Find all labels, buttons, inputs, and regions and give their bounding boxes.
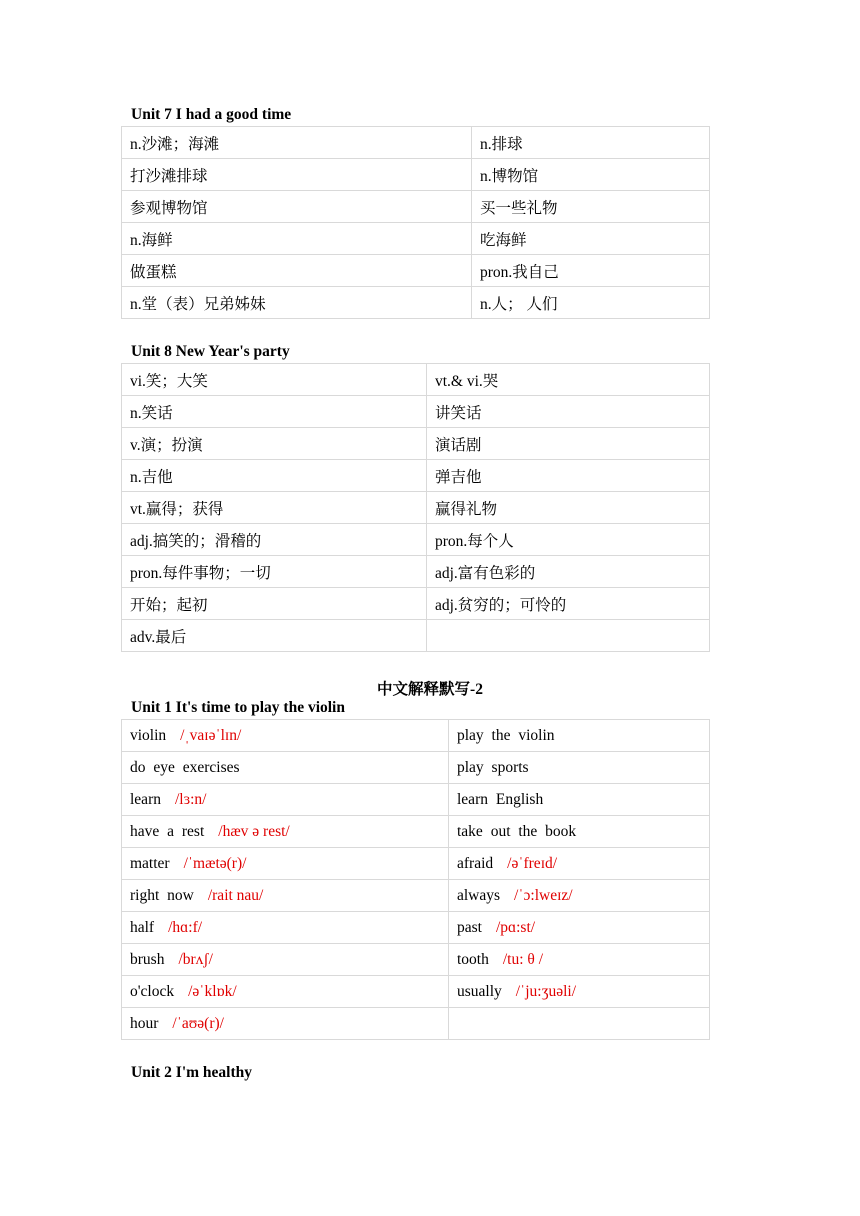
- table-row: [122, 460, 710, 492]
- vocab-word: brush: [130, 950, 165, 968]
- table-cell: 开始；起初: [122, 588, 427, 620]
- table-cell: [449, 880, 710, 912]
- table-row: [122, 752, 710, 784]
- table-cell: n.堂（表）兄弟姊妹: [122, 287, 472, 319]
- table-cell: [122, 720, 449, 752]
- table-cell: 演话剧: [427, 428, 710, 460]
- vocab-word: do eye exercises: [130, 758, 240, 776]
- table-cell: [449, 752, 710, 784]
- vocab-word: o'clock: [130, 982, 175, 1000]
- phonetic-transcription: /hɑ:f/: [168, 918, 203, 936]
- table-cell: [122, 912, 449, 944]
- vocab-word: play the violin: [457, 726, 555, 744]
- table-row: [122, 848, 710, 880]
- vocab-word: violin: [130, 726, 167, 744]
- table-cell: 买一些礼物: [472, 191, 710, 223]
- table-cell: [122, 1008, 449, 1040]
- phonetic-transcription: /ˈmætə(r)/: [183, 854, 247, 872]
- table-cell: 讲笑话: [427, 396, 710, 428]
- vocab-word: half: [130, 918, 155, 936]
- table-row: [122, 428, 710, 460]
- vocab-word: play sports: [457, 758, 529, 776]
- table-row: [122, 396, 710, 428]
- table-cell: [449, 912, 710, 944]
- phonetic-transcription: /tu: θ /: [502, 950, 544, 968]
- table-cell: n.博物馆: [472, 159, 710, 191]
- table-cell: [449, 976, 710, 1008]
- table-cell: [122, 784, 449, 816]
- table-cell: adj.贫穷的；可怜的: [427, 588, 710, 620]
- table-row: [122, 255, 710, 287]
- table-cell: [122, 752, 449, 784]
- table-row: [122, 556, 710, 588]
- table-row: [122, 912, 710, 944]
- vocab-word: matter: [130, 854, 170, 872]
- table-cell: vt.& vi.哭: [427, 364, 710, 396]
- vocab-word: right now: [130, 886, 194, 904]
- vocab-word: tooth: [457, 950, 489, 968]
- table-cell: pron.我自己: [472, 255, 710, 287]
- phonetic-transcription: /ˈaʊə(r)/: [172, 1014, 224, 1032]
- table-cell: [427, 620, 710, 652]
- table-cell: [449, 848, 710, 880]
- vocab-word: hour: [130, 1014, 159, 1032]
- table-cell: [449, 944, 710, 976]
- table-cell: 参观博物馆: [122, 191, 472, 223]
- table-cell: n.笑话: [122, 396, 427, 428]
- table-cell: [449, 816, 710, 848]
- phonetic-transcription: /pɑ:st/: [495, 918, 536, 936]
- unit1-table: [121, 719, 710, 1040]
- table-cell: 做蛋糕: [122, 255, 472, 287]
- phonetic-transcription: /rait nau/: [207, 886, 264, 904]
- table-row: [122, 524, 710, 556]
- table-row: [122, 976, 710, 1008]
- vocab-word: afraid: [457, 854, 494, 872]
- vocab-word: always: [457, 886, 501, 904]
- table-cell: [449, 1008, 710, 1040]
- phonetic-transcription: /ˈju:ʒuəli/: [515, 982, 577, 1000]
- table-cell: vi.笑；大笑: [122, 364, 427, 396]
- table-cell: n.吉他: [122, 460, 427, 492]
- table-cell: v.演；扮演: [122, 428, 427, 460]
- table-row: [122, 784, 710, 816]
- table-row: [122, 191, 710, 223]
- table-cell: 弹吉他: [427, 460, 710, 492]
- table-cell: n.人； 人们: [472, 287, 710, 319]
- table-row: [122, 816, 710, 848]
- table-cell: [122, 848, 449, 880]
- table-row: [122, 287, 710, 319]
- table-cell: pron.每件事物；一切: [122, 556, 427, 588]
- vocab-word: learn English: [457, 790, 544, 808]
- unit8-heading: Unit 8 New Year's party: [131, 343, 290, 360]
- table-cell: 吃海鲜: [472, 223, 710, 255]
- table-row: [122, 364, 710, 396]
- table-cell: pron.每个人: [427, 524, 710, 556]
- table-row: [122, 944, 710, 976]
- phonetic-transcription: /əˈfreɪd/: [507, 854, 558, 872]
- table-cell: adv.最后: [122, 620, 427, 652]
- table-cell: [122, 976, 449, 1008]
- table-cell: [122, 816, 449, 848]
- phonetic-transcription: /ˈɔ:lweɪz/: [514, 886, 573, 904]
- table-cell: n.沙滩；海滩: [122, 127, 472, 159]
- table-row: [122, 880, 710, 912]
- phonetic-transcription: /əˈklɒk/: [188, 982, 237, 1000]
- phonetic-transcription: /hæv ə rest/: [218, 822, 290, 840]
- table-cell: [122, 880, 449, 912]
- table-row: [122, 127, 710, 159]
- table-cell: 打沙滩排球: [122, 159, 472, 191]
- table-row: [122, 492, 710, 524]
- table-row: [122, 620, 710, 652]
- table-cell: adj.搞笑的；滑稽的: [122, 524, 427, 556]
- phonetic-transcription: /brʌʃ/: [178, 950, 213, 968]
- section-title: 中文解释默写-2: [377, 681, 483, 698]
- table-row: [122, 1008, 710, 1040]
- phonetic-transcription: /lɜ:n/: [174, 790, 207, 808]
- table-cell: [449, 720, 710, 752]
- vocab-word: past: [457, 918, 482, 936]
- table-cell: n.海鲜: [122, 223, 472, 255]
- table-cell: 赢得礼物: [427, 492, 710, 524]
- unit7-heading: Unit 7 I had a good time: [131, 106, 292, 123]
- unit2-heading: Unit 2 I'm healthy: [131, 1064, 252, 1081]
- table-row: [122, 159, 710, 191]
- vocab-word: learn: [130, 790, 161, 808]
- table-cell: [449, 784, 710, 816]
- table-cell: vt.赢得；获得: [122, 492, 427, 524]
- vocab-word: usually: [457, 982, 502, 1000]
- table-row: [122, 588, 710, 620]
- table-cell: adj.富有色彩的: [427, 556, 710, 588]
- table-row: [122, 720, 710, 752]
- vocab-word: take out the book: [457, 822, 577, 840]
- phonetic-transcription: /ˌvaɪəˈlɪn/: [180, 726, 242, 744]
- table-cell: n.排球: [472, 127, 710, 159]
- unit1-heading: Unit 1 It's time to play the violin: [131, 699, 345, 716]
- unit7-table: [121, 126, 710, 319]
- table-cell: [122, 944, 449, 976]
- table-row: [122, 223, 710, 255]
- unit8-table: [121, 363, 710, 652]
- vocab-word: have a rest: [130, 822, 205, 840]
